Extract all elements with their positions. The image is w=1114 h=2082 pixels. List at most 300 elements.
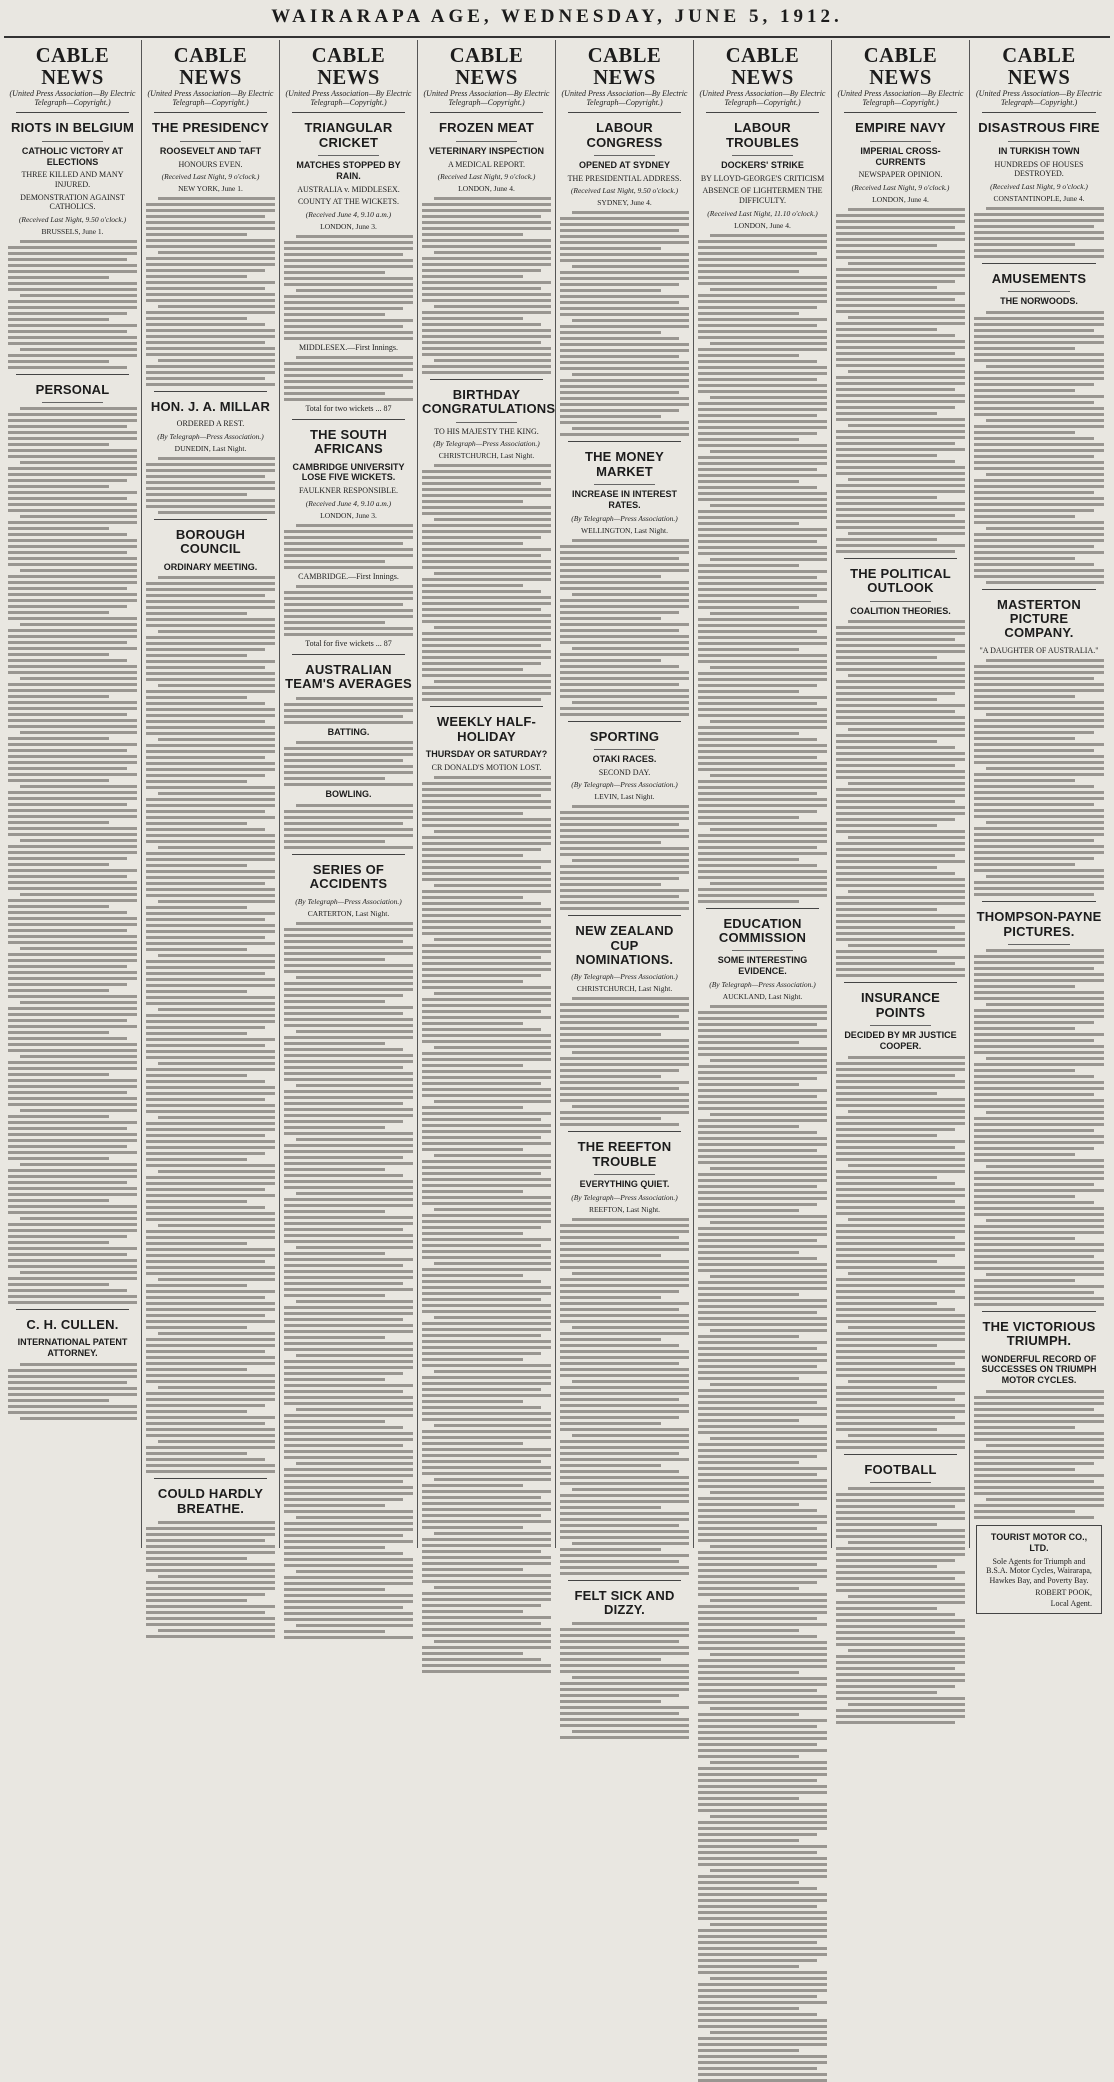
text-line bbox=[974, 827, 1104, 830]
text-line bbox=[146, 1320, 275, 1323]
text-line bbox=[146, 245, 275, 248]
text-line bbox=[836, 962, 955, 965]
text-line bbox=[710, 1707, 827, 1710]
text-line bbox=[146, 371, 275, 374]
text-line bbox=[20, 515, 137, 518]
text-line bbox=[422, 1430, 551, 1433]
text-line bbox=[698, 516, 827, 519]
text-line bbox=[698, 900, 799, 903]
text-line bbox=[560, 811, 689, 814]
text-line bbox=[974, 219, 1104, 222]
text-line bbox=[836, 818, 955, 821]
text-line bbox=[8, 413, 137, 416]
text-line bbox=[146, 864, 247, 867]
text-line bbox=[836, 842, 965, 845]
story-headline: EMPIRE NAVY bbox=[855, 120, 946, 136]
text-line bbox=[422, 962, 551, 965]
text-line bbox=[560, 569, 689, 572]
text-line bbox=[422, 1016, 551, 1019]
text-line bbox=[698, 1083, 799, 1086]
text-line bbox=[974, 869, 1104, 872]
text-line bbox=[698, 1713, 799, 1716]
text-line bbox=[710, 1599, 827, 1602]
story-dateline: CHRISTCHURCH, Last Night. bbox=[438, 451, 535, 461]
text-line bbox=[284, 1450, 413, 1453]
text-line bbox=[422, 1298, 541, 1301]
text-line bbox=[284, 1546, 385, 1549]
text-line bbox=[422, 1526, 523, 1529]
text-line bbox=[698, 510, 827, 513]
text-line bbox=[8, 761, 137, 764]
text-line bbox=[158, 792, 275, 795]
story-dek-2: DEMONSTRATION AGAINST CATHOLICS. bbox=[20, 192, 125, 212]
divider bbox=[1008, 141, 1070, 142]
text-line bbox=[422, 788, 551, 791]
text-line bbox=[836, 692, 955, 695]
text-line bbox=[422, 842, 551, 845]
text-line bbox=[146, 1296, 265, 1299]
text-line bbox=[710, 774, 827, 777]
text-line bbox=[836, 1625, 965, 1628]
text-line bbox=[158, 197, 275, 200]
story-sub: THE NORWOODS. bbox=[1000, 296, 1078, 307]
text-line bbox=[422, 299, 551, 302]
text-line bbox=[20, 893, 137, 896]
text-line bbox=[836, 292, 965, 295]
text-line bbox=[560, 1392, 689, 1395]
text-line bbox=[434, 680, 551, 683]
divider bbox=[568, 112, 681, 113]
text-line bbox=[572, 1488, 689, 1491]
text-line bbox=[8, 1301, 137, 1304]
body-text bbox=[146, 457, 275, 514]
text-line bbox=[434, 359, 551, 362]
text-line bbox=[698, 2049, 799, 2052]
text-line bbox=[974, 1462, 1094, 1465]
text-line bbox=[698, 888, 827, 891]
text-line bbox=[422, 1472, 551, 1475]
text-line bbox=[698, 834, 827, 837]
text-line bbox=[974, 231, 1104, 234]
text-line bbox=[158, 457, 275, 460]
text-line bbox=[146, 714, 275, 717]
text-line bbox=[422, 944, 551, 947]
text-line bbox=[698, 1695, 827, 1698]
section-head: CABLE NEWS bbox=[725, 43, 800, 90]
text-line bbox=[284, 1024, 413, 1027]
text-line bbox=[560, 1117, 661, 1120]
text-line bbox=[974, 467, 1104, 470]
text-line bbox=[974, 461, 1104, 464]
text-line bbox=[20, 1271, 137, 1274]
divider bbox=[594, 484, 655, 485]
text-line bbox=[848, 262, 965, 265]
text-line bbox=[422, 1010, 541, 1013]
text-line bbox=[146, 323, 265, 326]
text-line bbox=[836, 1128, 955, 1131]
text-line bbox=[434, 305, 551, 308]
text-line bbox=[836, 1152, 965, 1155]
text-line bbox=[836, 400, 965, 403]
text-line bbox=[146, 786, 275, 789]
text-line bbox=[8, 977, 137, 980]
text-line bbox=[8, 1049, 137, 1052]
text-line bbox=[836, 632, 965, 635]
text-line bbox=[836, 220, 965, 223]
text-line bbox=[146, 1551, 275, 1554]
text-line bbox=[572, 319, 689, 322]
text-line bbox=[422, 1310, 551, 1313]
text-line bbox=[698, 1371, 827, 1374]
text-line bbox=[836, 938, 965, 941]
text-line bbox=[8, 485, 109, 488]
text-line bbox=[422, 920, 541, 923]
text-line bbox=[572, 1105, 689, 1108]
text-line bbox=[698, 1245, 827, 1248]
text-line bbox=[422, 956, 541, 959]
text-line bbox=[698, 1281, 827, 1284]
text-line bbox=[146, 1422, 265, 1425]
text-line bbox=[8, 875, 127, 878]
text-line bbox=[296, 235, 413, 238]
text-line bbox=[422, 269, 541, 272]
text-line bbox=[836, 418, 965, 421]
text-line bbox=[422, 1280, 541, 1283]
text-line bbox=[284, 1348, 413, 1351]
text-line bbox=[284, 627, 413, 630]
text-line bbox=[836, 866, 937, 869]
text-line bbox=[560, 1652, 689, 1655]
text-line bbox=[422, 1106, 523, 1109]
text-line bbox=[560, 599, 689, 602]
text-line bbox=[836, 746, 955, 749]
text-line bbox=[284, 964, 413, 967]
text-line bbox=[146, 642, 275, 645]
text-line bbox=[560, 1470, 679, 1473]
text-line bbox=[8, 965, 127, 968]
text-line bbox=[836, 1715, 965, 1718]
text-line bbox=[158, 511, 275, 514]
text-line bbox=[560, 1009, 689, 1012]
text-line bbox=[974, 1021, 1094, 1024]
text-line bbox=[422, 896, 523, 899]
text-line bbox=[836, 872, 955, 875]
text-line bbox=[8, 455, 137, 458]
text-line bbox=[434, 1586, 551, 1589]
text-line bbox=[836, 1386, 937, 1389]
text-line bbox=[146, 377, 265, 380]
story-sub-2: BOWLING. bbox=[325, 789, 372, 800]
text-line bbox=[8, 1411, 137, 1414]
credit-line: (United Press Association—By Electric Telegraph—Copyright.) bbox=[285, 89, 412, 108]
text-line bbox=[698, 1947, 827, 1950]
text-line bbox=[422, 203, 551, 206]
text-line bbox=[974, 719, 1104, 722]
text-line bbox=[146, 1020, 275, 1023]
text-line bbox=[560, 1344, 679, 1347]
text-line bbox=[836, 1398, 955, 1401]
text-line bbox=[974, 1237, 1075, 1240]
text-line bbox=[710, 666, 827, 669]
text-line bbox=[284, 591, 413, 594]
divider bbox=[154, 1478, 267, 1479]
text-line bbox=[986, 1111, 1104, 1114]
text-line bbox=[710, 720, 827, 723]
text-line bbox=[284, 1420, 385, 1423]
text-line bbox=[698, 1035, 827, 1038]
text-line bbox=[158, 846, 275, 849]
divider bbox=[292, 654, 405, 655]
text-line bbox=[146, 317, 247, 320]
text-line bbox=[8, 318, 109, 321]
text-line bbox=[698, 1917, 827, 1920]
text-line bbox=[146, 1605, 275, 1608]
story-headline: THE PRESIDENCY bbox=[152, 120, 269, 136]
story-sub: EVERYTHING QUIET. bbox=[579, 1178, 670, 1189]
text-line bbox=[8, 1013, 137, 1016]
text-line bbox=[698, 426, 827, 429]
text-line bbox=[146, 1314, 265, 1317]
text-line bbox=[422, 1190, 523, 1193]
body-text bbox=[422, 776, 551, 1673]
text-line bbox=[422, 221, 551, 224]
ad-name: TOURIST MOTOR CO., LTD. bbox=[990, 1531, 1088, 1553]
body-text bbox=[284, 697, 413, 724]
text-line bbox=[710, 882, 827, 885]
text-line bbox=[560, 829, 689, 832]
text-line bbox=[836, 1565, 937, 1568]
text-line bbox=[8, 833, 137, 836]
text-line bbox=[836, 1080, 965, 1083]
text-line bbox=[848, 1326, 965, 1329]
text-line bbox=[20, 1163, 137, 1166]
text-line bbox=[560, 1039, 689, 1042]
text-line bbox=[146, 834, 275, 837]
text-line bbox=[8, 1169, 137, 1172]
text-line bbox=[284, 834, 413, 837]
text-line bbox=[836, 526, 965, 529]
text-line bbox=[8, 1289, 127, 1292]
text-line bbox=[146, 1038, 275, 1041]
text-line bbox=[698, 1239, 817, 1242]
text-line bbox=[158, 576, 275, 579]
text-line bbox=[698, 1677, 827, 1680]
text-line bbox=[146, 660, 275, 663]
text-line bbox=[974, 1396, 1104, 1399]
text-line bbox=[8, 1187, 137, 1190]
story-sub: SOME INTERESTING EVIDENCE. bbox=[717, 955, 808, 977]
text-line bbox=[836, 1547, 965, 1550]
text-line bbox=[836, 268, 965, 271]
text-line bbox=[698, 456, 827, 459]
text-line bbox=[146, 1593, 265, 1596]
text-line bbox=[836, 1062, 965, 1065]
text-line bbox=[698, 1233, 827, 1236]
masthead-rule bbox=[4, 36, 1110, 38]
text-line bbox=[974, 973, 1104, 976]
story-dateline: DUNEDIN, Last Night. bbox=[174, 444, 247, 454]
body-text bbox=[560, 805, 689, 910]
text-line bbox=[146, 672, 275, 675]
text-line bbox=[284, 1054, 413, 1057]
text-line bbox=[974, 449, 1104, 452]
text-line bbox=[710, 828, 827, 831]
text-line bbox=[698, 1725, 817, 1728]
text-line bbox=[560, 1093, 689, 1096]
text-line bbox=[284, 1048, 403, 1051]
text-line bbox=[434, 197, 551, 200]
text-line bbox=[974, 725, 1104, 728]
text-line bbox=[974, 1438, 1104, 1441]
divider bbox=[844, 1454, 957, 1455]
story-dek: BY LLOYD-GEORGE'S CRITICISM bbox=[700, 173, 825, 183]
text-line bbox=[20, 407, 137, 410]
text-line bbox=[974, 249, 1104, 252]
text-line bbox=[698, 1905, 817, 1908]
text-line bbox=[296, 697, 413, 700]
scores-title: MIDDLESEX.—First Innings. bbox=[299, 342, 398, 352]
text-line bbox=[698, 528, 827, 531]
text-line bbox=[698, 1539, 827, 1542]
text-line bbox=[974, 407, 1104, 410]
text-line bbox=[560, 1338, 661, 1341]
column-1 bbox=[4, 40, 142, 1548]
text-line bbox=[146, 469, 275, 472]
text-line bbox=[698, 1131, 817, 1134]
text-line bbox=[698, 1557, 827, 1560]
text-line bbox=[974, 1480, 1094, 1483]
text-line bbox=[422, 371, 551, 374]
text-line bbox=[146, 383, 275, 386]
text-line bbox=[974, 255, 1104, 258]
text-line bbox=[698, 708, 827, 711]
text-line bbox=[698, 372, 827, 375]
text-line bbox=[560, 301, 679, 304]
text-line bbox=[284, 1156, 403, 1159]
text-line bbox=[836, 364, 965, 367]
text-line bbox=[836, 1571, 965, 1574]
text-line bbox=[146, 481, 275, 484]
text-line bbox=[422, 1496, 541, 1499]
text-line bbox=[146, 1086, 275, 1089]
text-line bbox=[698, 264, 827, 267]
text-line bbox=[8, 1145, 127, 1148]
text-line bbox=[8, 551, 127, 554]
text-line bbox=[146, 1545, 275, 1548]
divider bbox=[706, 112, 819, 113]
column-8 bbox=[970, 40, 1108, 1609]
text-line bbox=[422, 854, 523, 857]
text-line bbox=[560, 1021, 689, 1024]
text-line bbox=[698, 360, 817, 363]
column-5 bbox=[556, 40, 694, 1617]
text-line bbox=[422, 668, 523, 671]
story-byline: (By Telegraph—Press Association.) bbox=[295, 896, 402, 906]
text-line bbox=[974, 863, 1075, 866]
text-line bbox=[284, 1162, 413, 1165]
text-line bbox=[560, 1063, 689, 1066]
text-line bbox=[284, 1618, 413, 1621]
text-line bbox=[974, 1045, 1104, 1048]
text-line bbox=[422, 365, 551, 368]
text-line bbox=[848, 424, 965, 427]
text-line bbox=[8, 264, 137, 267]
text-line bbox=[422, 1634, 551, 1637]
text-line bbox=[8, 473, 137, 476]
text-line bbox=[284, 1018, 413, 1021]
text-line bbox=[158, 630, 275, 633]
text-line bbox=[434, 626, 551, 629]
text-line bbox=[836, 472, 965, 475]
text-line bbox=[422, 1358, 523, 1361]
text-line bbox=[698, 696, 827, 699]
text-line bbox=[848, 1380, 965, 1383]
text-line bbox=[8, 1139, 137, 1142]
text-line bbox=[422, 548, 551, 551]
text-line bbox=[698, 756, 817, 759]
ad-text: Sole Agents for Triumph and B.S.A. Motor Cycles, Wairarapa, Hawkes Bay, and Poverty Bay. bbox=[986, 1556, 1092, 1585]
story-sub: INTERNATIONAL PATENT ATTORNEY. bbox=[17, 1337, 128, 1359]
column-2 bbox=[142, 40, 280, 1548]
text-line bbox=[560, 355, 679, 358]
text-line bbox=[572, 997, 689, 1000]
text-line bbox=[146, 750, 275, 753]
text-line bbox=[698, 1587, 799, 1590]
text-line bbox=[698, 1311, 817, 1314]
text-line bbox=[146, 978, 275, 981]
text-line bbox=[560, 1446, 689, 1449]
text-line bbox=[146, 1200, 247, 1203]
text-line bbox=[284, 621, 385, 624]
text-line bbox=[422, 1118, 541, 1121]
text-line bbox=[698, 1443, 827, 1446]
text-line bbox=[422, 1346, 551, 1349]
text-line bbox=[698, 444, 827, 447]
text-line bbox=[284, 1042, 385, 1045]
text-line bbox=[974, 1249, 1104, 1252]
text-line bbox=[836, 406, 955, 409]
text-line bbox=[986, 1165, 1104, 1168]
text-line bbox=[836, 310, 965, 313]
text-line bbox=[698, 1413, 827, 1416]
text-line bbox=[146, 203, 275, 206]
divider bbox=[982, 589, 1096, 590]
text-line bbox=[836, 1685, 955, 1688]
text-line bbox=[422, 323, 541, 326]
text-line bbox=[422, 1136, 541, 1139]
text-line bbox=[986, 1003, 1104, 1006]
body-text bbox=[284, 741, 413, 786]
divider bbox=[42, 402, 103, 403]
text-line bbox=[560, 403, 689, 406]
text-line bbox=[146, 1044, 265, 1047]
text-line bbox=[146, 924, 275, 927]
text-line bbox=[836, 1404, 965, 1407]
text-line bbox=[560, 1658, 661, 1661]
text-line bbox=[698, 420, 827, 423]
text-line bbox=[284, 1330, 413, 1333]
text-line bbox=[560, 295, 689, 298]
text-line bbox=[836, 1374, 965, 1377]
text-line bbox=[974, 1153, 1075, 1156]
text-line bbox=[560, 1003, 689, 1006]
text-line bbox=[284, 1534, 403, 1537]
text-line bbox=[560, 901, 689, 904]
text-line bbox=[698, 1017, 827, 1020]
text-line bbox=[560, 1512, 689, 1515]
text-line bbox=[422, 1004, 551, 1007]
text-line bbox=[146, 888, 275, 891]
